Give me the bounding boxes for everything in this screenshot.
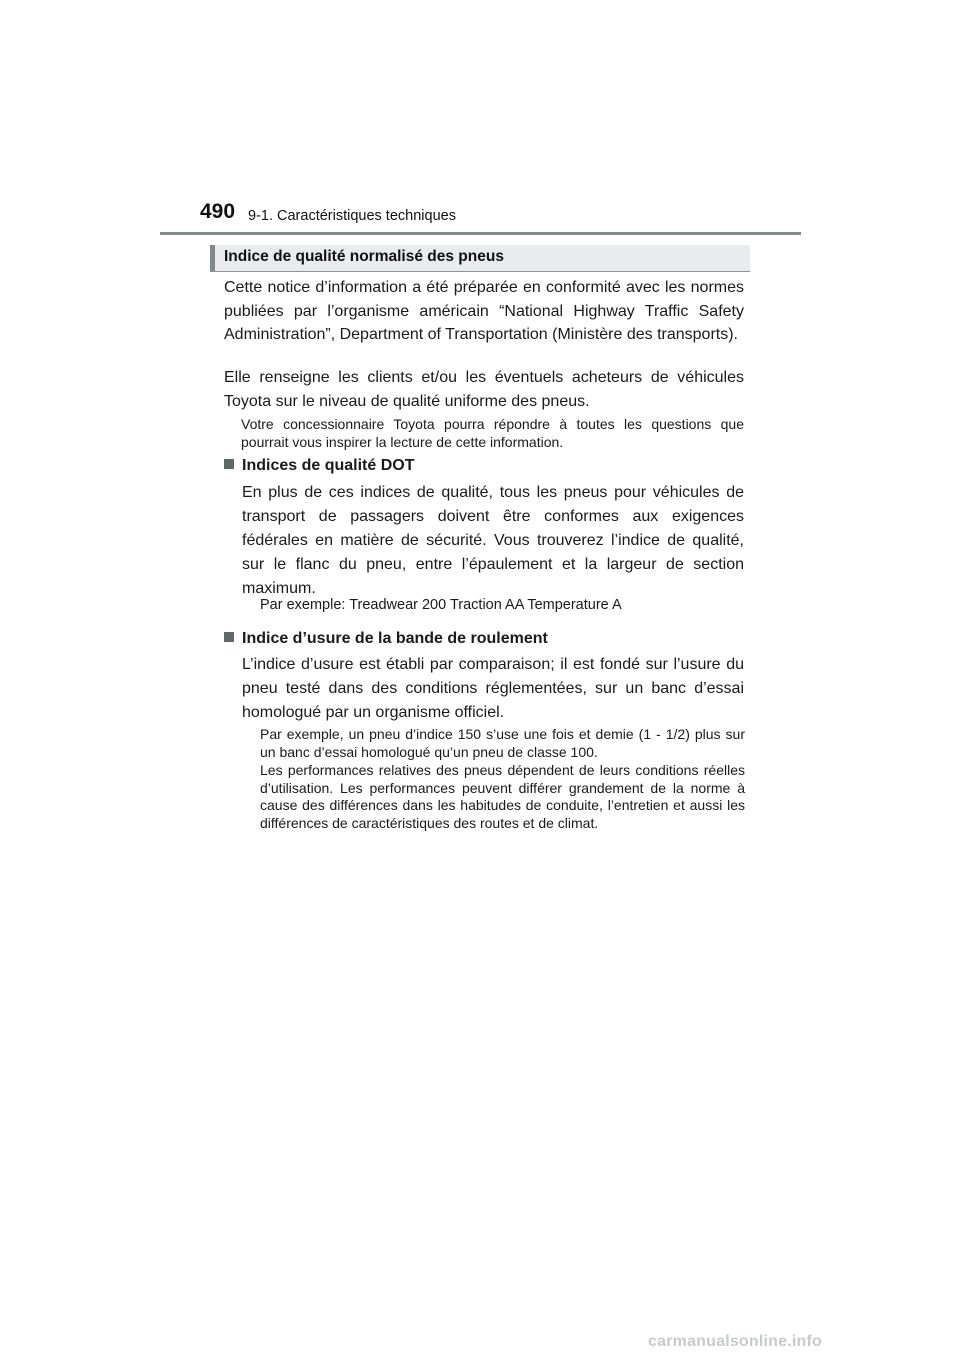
dot-subheading [224, 457, 414, 475]
treadwear-paragraph: L’indice d’usure est établi par comparaison; il est fondé sur l’usure du pneu testé dans des conditions réglementées, sur un banc d’essai homologué par un organisme officiel. [242, 656, 744, 721]
intro-paragraph-1: Cette notice d’information a été préparée en conformité avec les normes publiées par l’organisme américain “National Highway Traffic Safety Administration”, Department of Transportation (Ministère des transports). [224, 279, 744, 343]
dot-subheading-label: Indices de qualité DOT [242, 457, 415, 474]
treadwear-note-2: Les performances relatives des pneus dépendent de leurs conditions réelles d’utilisation. Les performances peuvent différer grandement de la norme à cause des différences dans les habitudes de conduite, l’entretien et aussi les différences de caractéristiques des routes et de climat. [260, 762, 745, 831]
treadwear-note-1: Par exemple, un pneu d’indice 150 s’use une fois et demie (1 - 1/2) plus sur un banc d’essai homologué qu’un pneu de classe 100. [260, 726, 745, 760]
header-rule [160, 232, 801, 235]
dot-example: Par exemple: Treadwear 200 Traction AA Temperature A [260, 597, 622, 613]
treadwear-subheading [224, 630, 548, 648]
watermark: carmanualsonline.info [648, 1333, 823, 1350]
treadwear-subheading-label: Indice d’usure de la bande de roulement [242, 630, 548, 647]
intro-paragraph-2: Elle renseigne les clients et/ou les éventuels acheteurs de véhicules Toyota sur le niveau de qualité uniforme des pneus. [224, 369, 744, 410]
chapter-title: 9-1. Caractéristiques techniques [248, 208, 456, 224]
square-bullet-icon [224, 632, 234, 642]
dot-paragraph: En plus de ces indices de qualité, tous les pneus pour véhicules de transport de passagers doivent être conformes aux exigences fédérales en matière de sécurité. Vous trouverez l’indice de qualité, sur le flanc du pneu, entre l’épaulement et la largeur de section maximum. [242, 484, 744, 597]
page-number: 490 [200, 200, 236, 223]
section-heading-title: Indice de qualité normalisé des pneus [224, 248, 504, 265]
intro-note: Votre concessionnaire Toyota pourra répondre à toutes les questions que pourrait vous inspirer la lecture de cette information. [241, 416, 744, 450]
section-heading [210, 245, 750, 272]
square-bullet-icon [224, 459, 234, 469]
section-heading-bar [210, 245, 215, 271]
